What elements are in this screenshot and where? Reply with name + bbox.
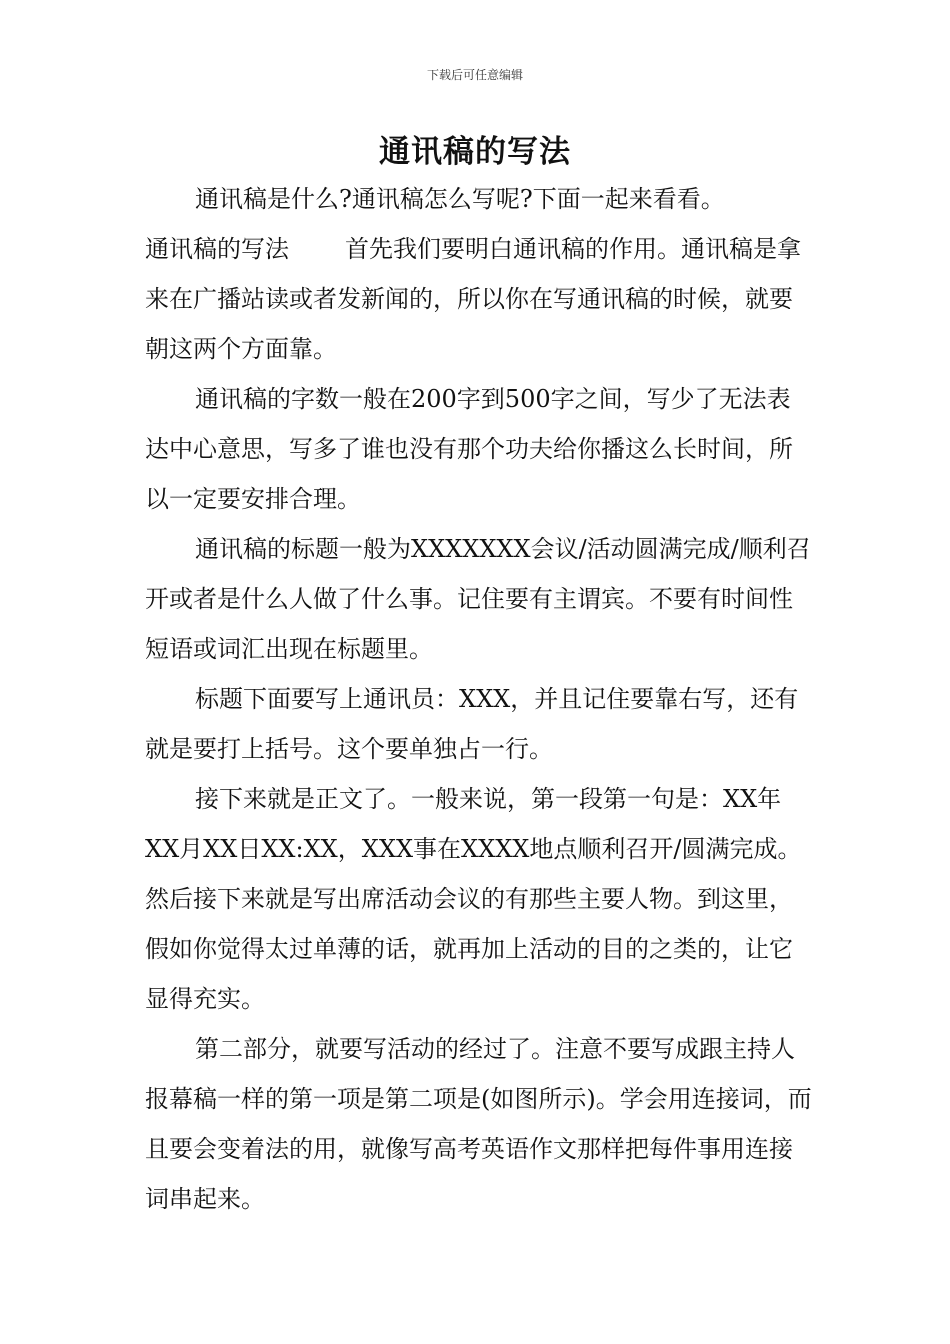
paragraph-text: 首先我们要明白通讯稿的作用。通讯稿是拿来在广播站读或者发新闻的，所以你在写通讯稿的时候，就要朝这两个方面靠。 xyxy=(145,235,801,363)
subheading-text: 通讯稿的写法 xyxy=(145,235,289,263)
paragraph: 通讯稿的字数一般在200字到500字之间，写少了无法表达中心意思，写多了谁也没有那个功夫给你播这么长时间，所以一定要安排合理。 xyxy=(145,385,793,513)
intro-paragraph: 通讯稿是什么?通讯稿怎么写呢?下面一起来看看。 xyxy=(195,185,725,213)
paragraph: 通讯稿的标题一般为XXXXXXX会议/活动圆满完成/顺利召开或者是什么人做了什么事。记住要有主谓宾。不要有时间性短语或词汇出现在标题里。 xyxy=(145,535,811,663)
first-paragraph xyxy=(145,224,813,374)
header-note: 下载后可任意编辑 xyxy=(426,68,523,82)
paragraph: 标题下面要写上通讯员：XXX，并且记住要靠右写，还有就是要打上括号。这个要单独占一行。 xyxy=(145,685,799,763)
paragraph: 接下来就是正文了。一般来说，第一段第一句是：XX年XX月XX日XX:XX，XXX事在XXXX地点顺利召开/圆满完成。然后接下来就是写出席活动会议的有那些主要人物。到这里，假如你觉得太过单薄的话，就再加上活动的目的之类的，让它显得充实。 xyxy=(145,785,802,1013)
paragraph: 第二部分，就要写活动的经过了。注意不要写成跟主持人报幕稿一样的第一项是第二项是(如图所示)。学会用连接词，而且要会变着法的用，就像写高考英语作文那样把每件事用连接词串起来。 xyxy=(145,1035,812,1213)
document-title: 通讯稿的写法 xyxy=(379,134,571,170)
document-body xyxy=(145,174,813,1224)
